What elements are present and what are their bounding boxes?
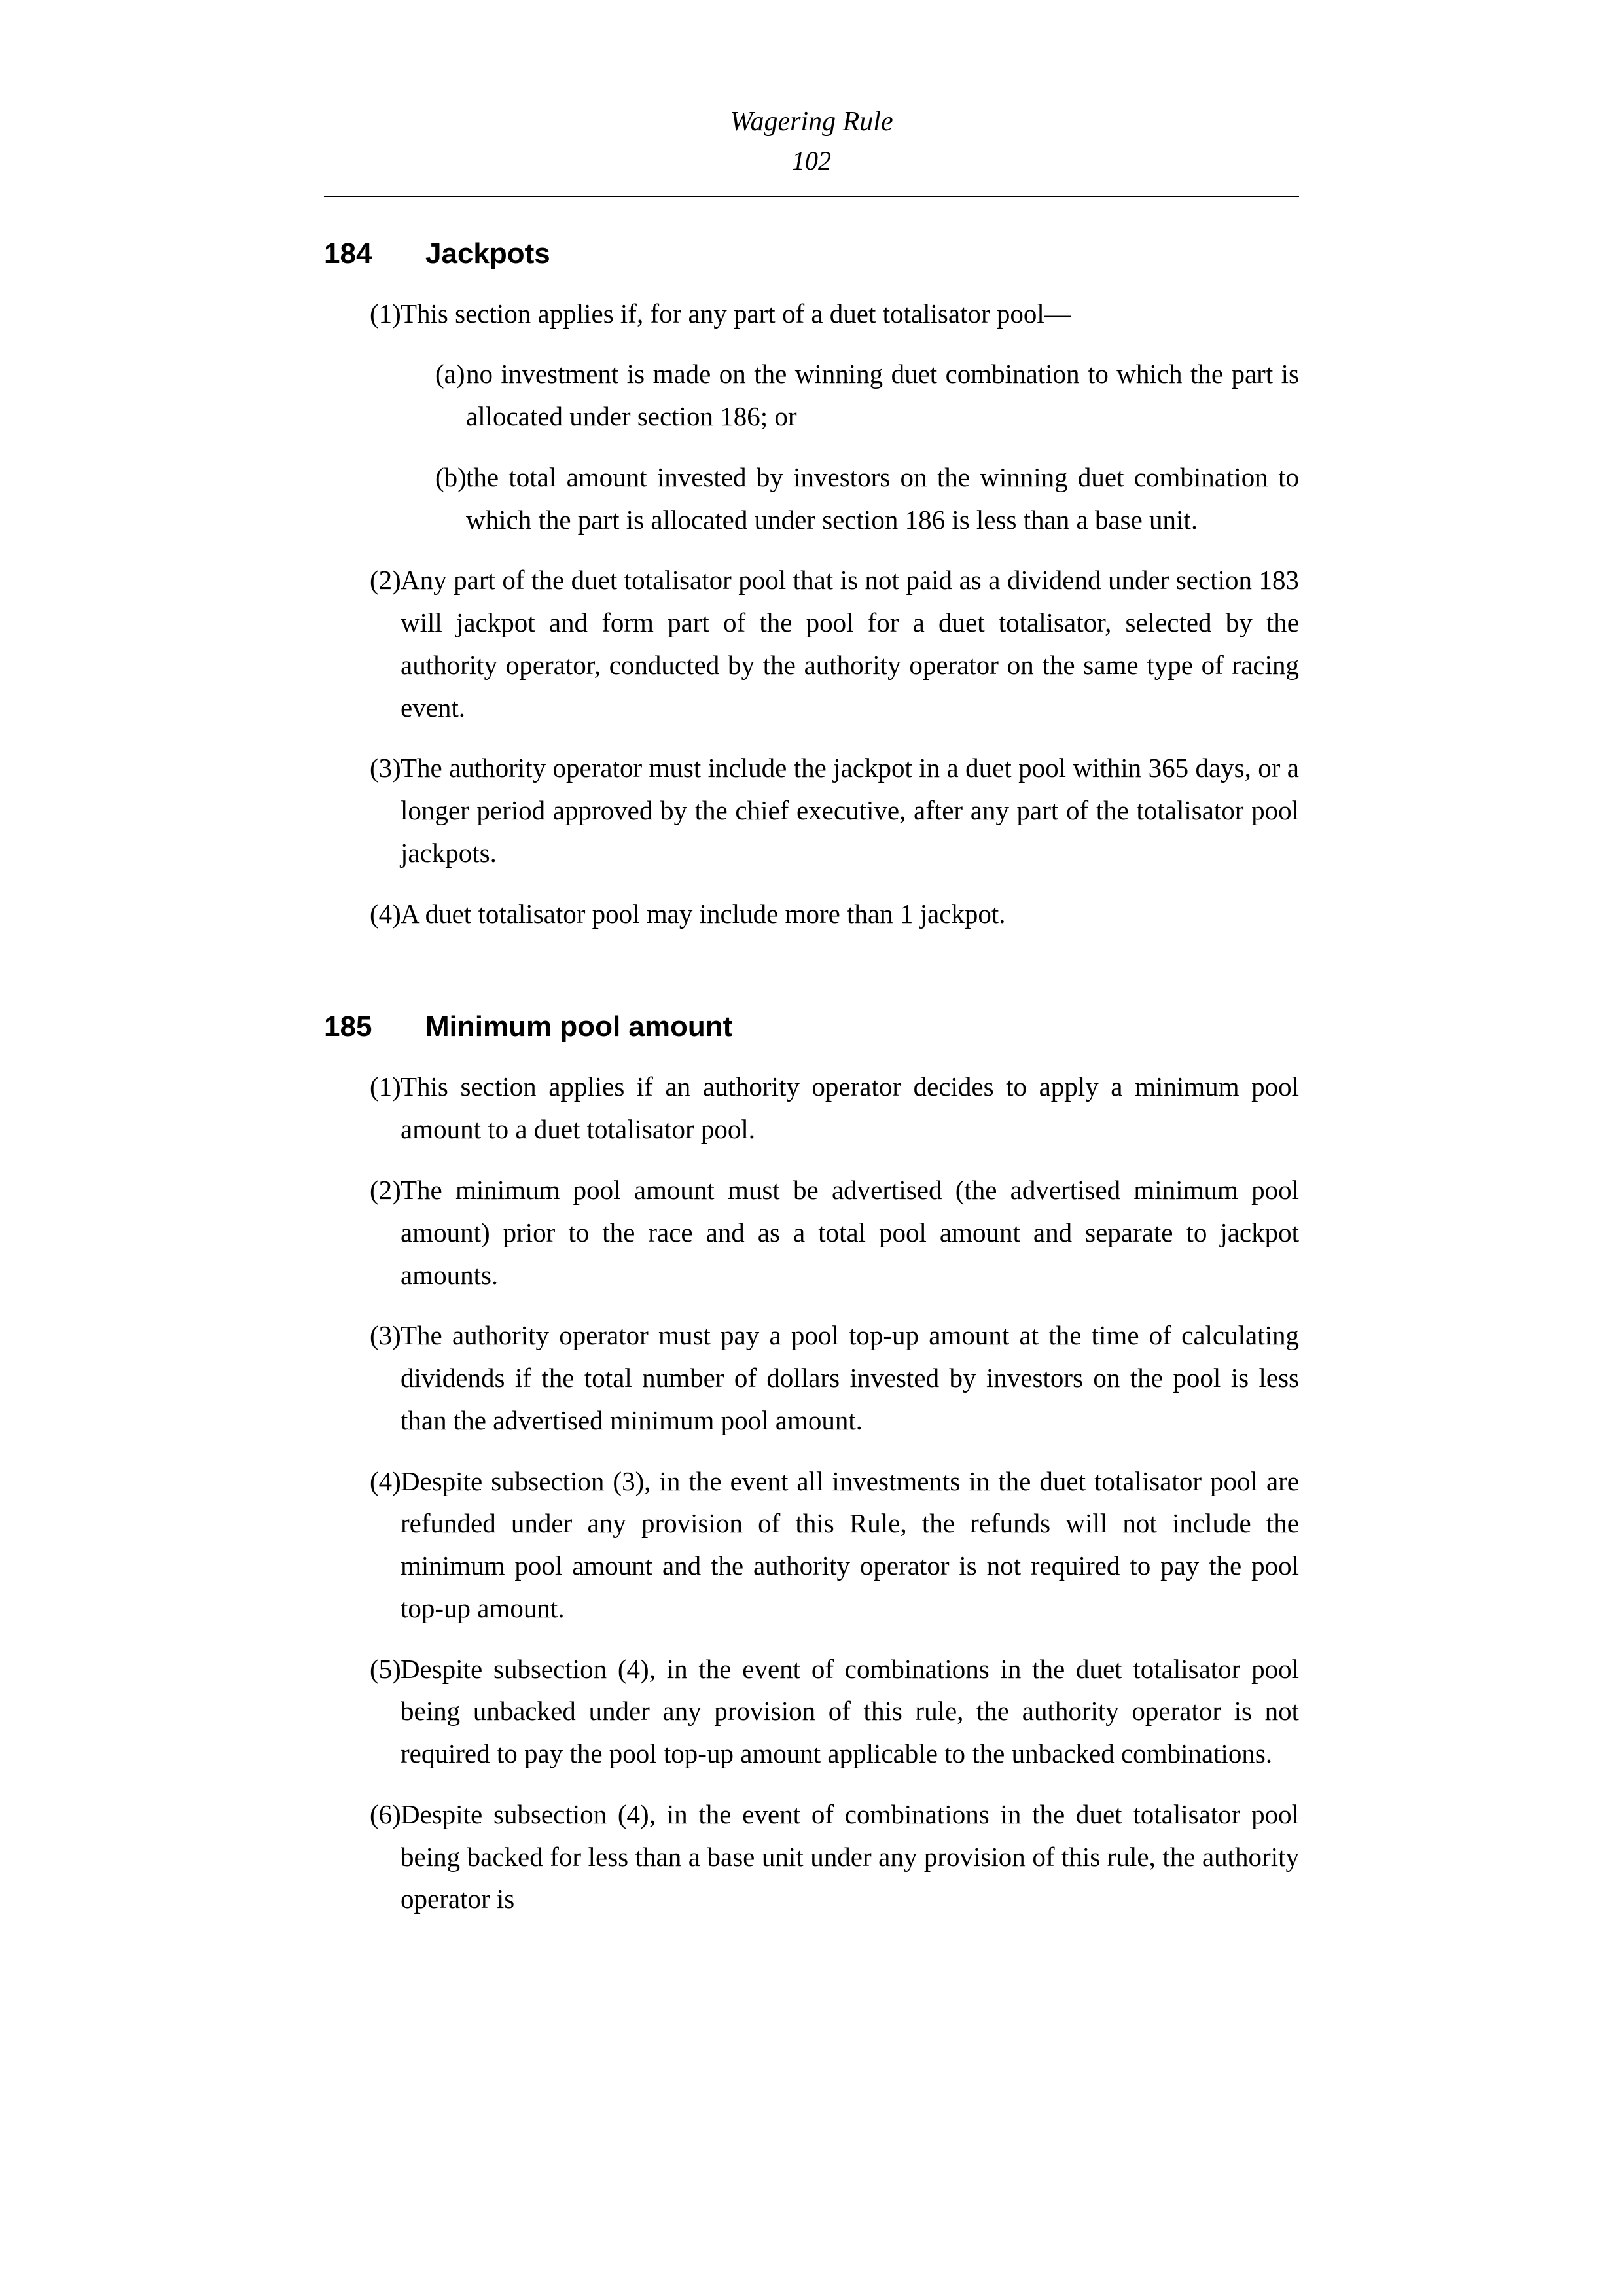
section-number: 185 bbox=[324, 1011, 372, 1043]
page-number: 102 bbox=[792, 145, 831, 175]
subsection-text: The minimum pool amount must be advertised (the advertised minimum pool amount) prior to the race and as a total pool amount and separate to jackpot amounts. bbox=[401, 1174, 1299, 1290]
subsection-185-5 bbox=[324, 1648, 1299, 1775]
subsection-label: (2) bbox=[370, 565, 401, 596]
subsection-label: (5) bbox=[370, 1653, 401, 1684]
subsection-185-2 bbox=[324, 1169, 1299, 1296]
subsection-text: Despite subsection (4), in the event of combinations in the duet totalisator pool being unbacked under any provision of this rule, the authority operator is not required to pay the pool top-up amount applicable to the unbacked combinations. bbox=[401, 1653, 1299, 1769]
subsection-185-6 bbox=[324, 1793, 1299, 1920]
subsection-184-3 bbox=[324, 747, 1299, 874]
section-heading-185 bbox=[324, 1011, 1299, 1043]
document-title: Wagering Rule bbox=[730, 107, 893, 137]
paragraph-text: no investment is made on the winning duet combination to which the part is allocated under section 186; or bbox=[466, 359, 1299, 432]
subsection-label: (3) bbox=[370, 1320, 401, 1351]
page-header bbox=[0, 0, 1623, 177]
subsection-label: (1) bbox=[370, 298, 401, 329]
subsection-text: A duet totalisator pool may include more than 1 jackpot. bbox=[401, 898, 1006, 929]
subsection-text: The authority operator must pay a pool top-up amount at the time of calculating dividends if the total number of dollars invested by investors on the pool is less than the advertised minimum pool amount. bbox=[401, 1320, 1299, 1435]
section-heading-184 bbox=[324, 238, 1299, 270]
subsection-184-2 bbox=[324, 559, 1299, 728]
subsection-text: This section applies if an authority operator decides to apply a minimum pool amount to a duet totalisator pool. bbox=[401, 1071, 1299, 1145]
section-title: Jackpots bbox=[425, 237, 550, 270]
subsection-label: (2) bbox=[370, 1174, 401, 1205]
section-number: 184 bbox=[324, 237, 372, 270]
paragraph-label: (a) bbox=[435, 359, 465, 389]
subsection-185-1 bbox=[324, 1066, 1299, 1151]
subsection-185-4 bbox=[324, 1460, 1299, 1630]
subsection-184-4 bbox=[324, 893, 1299, 935]
paragraph-184-1-a bbox=[324, 353, 1299, 438]
subsection-text: The authority operator must include the jackpot in a duet pool within 365 days, or a longer period approved by the chief executive, after any part of the totalisator pool jackpots. bbox=[401, 753, 1299, 868]
subsection-text: Despite subsection (4), in the event of combinations in the duet totalisator pool being backed for less than a base unit under any provision of this rule, the authority operator is bbox=[401, 1799, 1299, 1914]
subsection-label: (6) bbox=[370, 1799, 401, 1829]
subsection-185-3 bbox=[324, 1314, 1299, 1441]
subsection-label: (3) bbox=[370, 753, 401, 783]
subsection-text: Despite subsection (3), in the event all investments in the duet totalisator pool are refunded under any provision of this Rule, the refunds will not include the minimum pool amount and the authority operator is not required to pay the pool top-up amount. bbox=[401, 1465, 1299, 1623]
paragraph-label: (b) bbox=[435, 461, 467, 492]
subsection-label: (1) bbox=[370, 1071, 401, 1102]
subsection-text: This section applies if, for any part of a duet totalisator pool— bbox=[401, 298, 1071, 329]
subsection-label: (4) bbox=[370, 898, 401, 929]
section-title: Minimum pool amount bbox=[425, 1011, 733, 1043]
subsection-label: (4) bbox=[370, 1465, 401, 1496]
page-content bbox=[324, 197, 1299, 1921]
paragraph-184-1-b bbox=[324, 456, 1299, 541]
subsection-184-1 bbox=[324, 293, 1299, 335]
section-spacer bbox=[324, 953, 1299, 1011]
subsection-text: Any part of the duet totalisator pool that is not paid as a dividend under section 183 will jackpot and form part of the pool for a duet totalisator, selected by the authority operator, conducted by the authority operator on the same type of racing event. bbox=[401, 565, 1299, 723]
paragraph-text: the total amount invested by investors on the winning duet combination to which the part is allocated under section 186 is less than a base unit. bbox=[466, 461, 1299, 535]
